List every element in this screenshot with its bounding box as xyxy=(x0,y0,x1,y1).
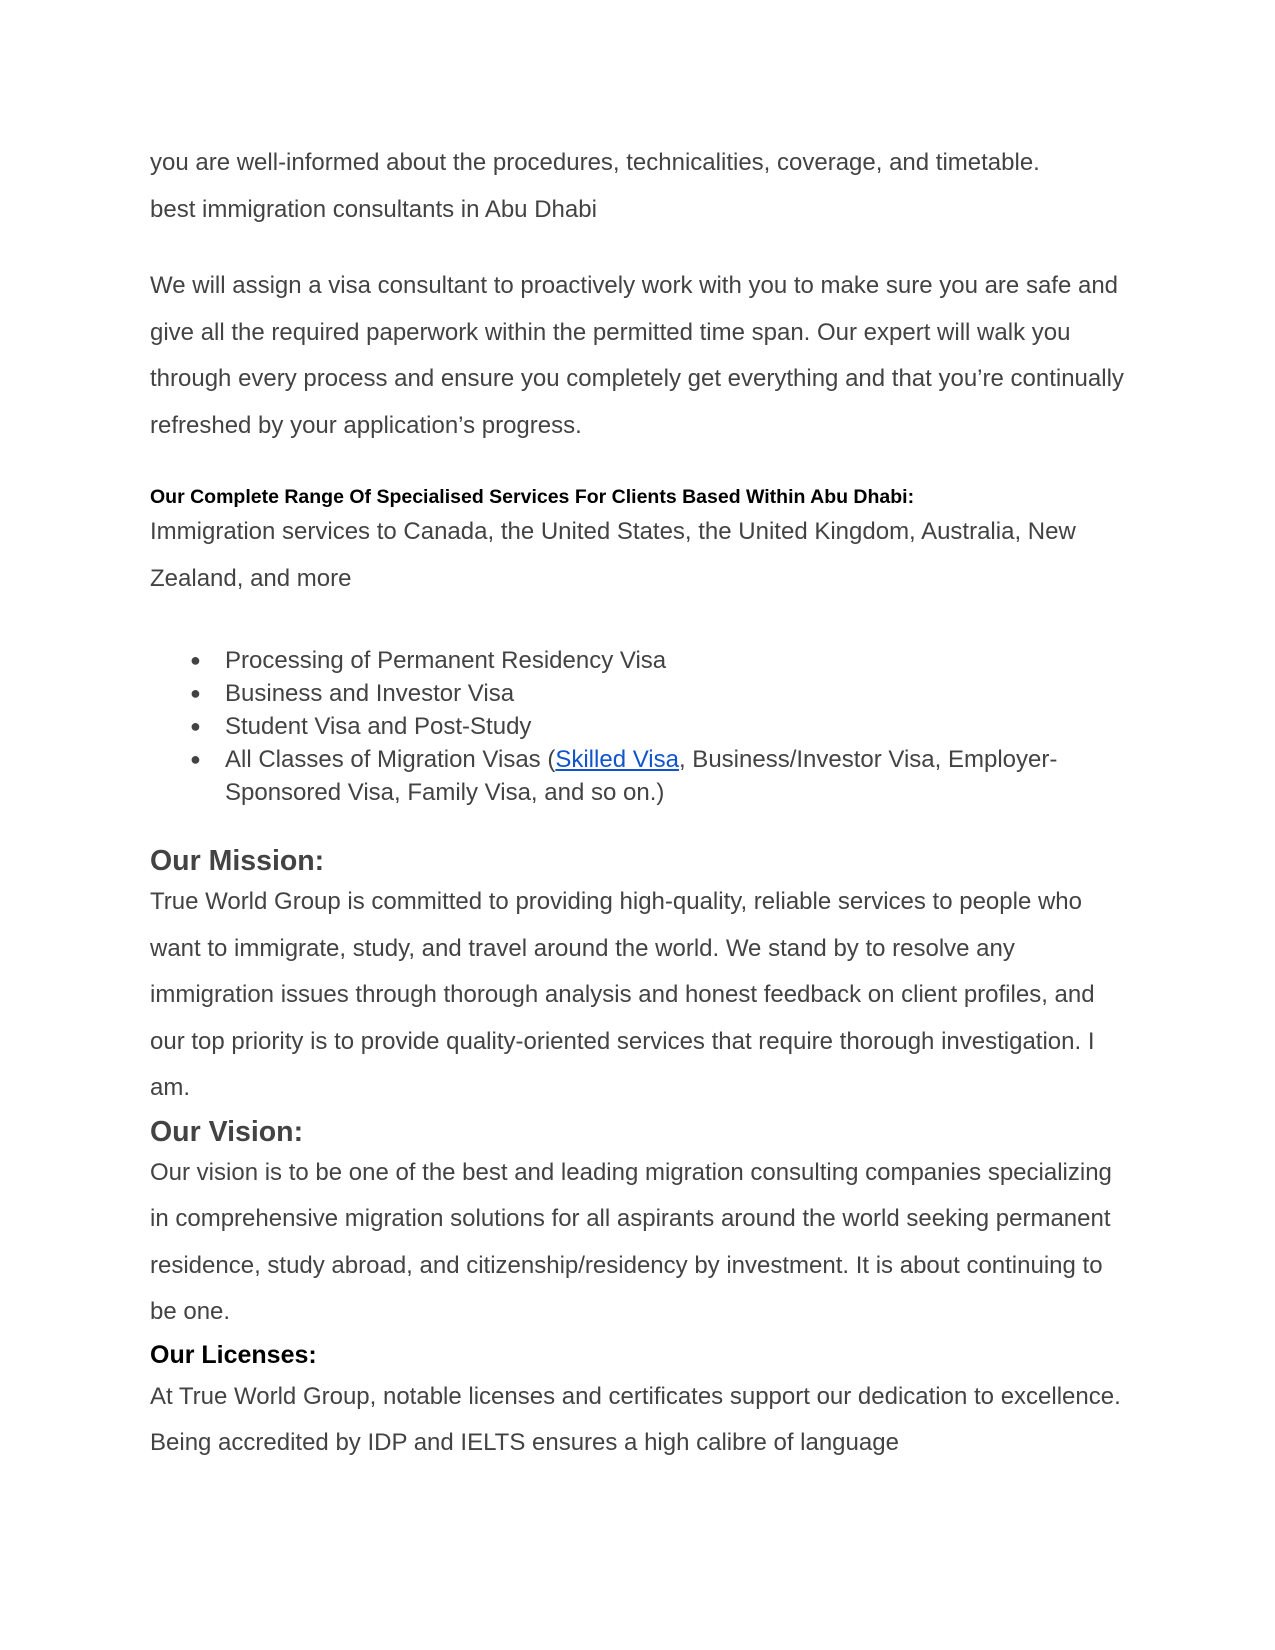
mission-heading: Our Mission: xyxy=(150,845,325,877)
list-item xyxy=(150,710,1130,743)
list-item xyxy=(150,644,1130,677)
list-item-suffix: , Business/Investor Visa, Employer-Sponsored Visa, Family Visa, and so on.) xyxy=(225,746,1058,806)
vision-text: Our vision is to be one of the best and leading migration consulting companies specializing in comprehensive migration solutions for all aspirants around the world seeking permanent residence, study abroad, and citizenship/residency by investment. It is about continuing to be one. xyxy=(150,1158,1112,1325)
list-item-label: Business and Investor Visa xyxy=(225,680,515,707)
mission-text: True World Group is committed to providing high-quality, reliable services to people who want to immigrate, study, and travel around the world. We stand by to resolve any immigration issues through thorough analysis and honest feedback on client profiles, and our top priority is to provide quality-oriented services that require thorough investigation. I am. xyxy=(150,888,1095,1101)
bullet-icon: ● xyxy=(190,683,201,703)
list-item-prefix: All Classes of Migration Visas ( xyxy=(225,746,556,773)
skilled-visa-link[interactable]: Skilled Visa xyxy=(555,746,679,773)
bullet-icon: ● xyxy=(190,749,201,769)
list-item-label: Processing of Permanent Residency Visa xyxy=(225,647,667,674)
intro-line: you are well-informed about the procedures, technicalities, coverage, and timetable. xyxy=(150,149,1040,176)
licenses-heading: Our Licenses: xyxy=(150,1340,317,1369)
list-item xyxy=(150,743,1130,809)
document-page xyxy=(150,140,1130,1467)
bullet-icon: ● xyxy=(190,716,201,736)
services-text: Immigration services to Canada, the United States, the United Kingdom, Australia, New Zealand, and more xyxy=(150,518,1076,592)
intro-keyword-line: best immigration consultants in Abu Dhabi xyxy=(150,195,597,223)
services-list xyxy=(150,644,1130,809)
vision-heading: Our Vision: xyxy=(150,1115,304,1148)
licenses-text: At True World Group, notable licenses and certificates support our dedication to excellence. Being accredited by IDP and IELTS ensures a high calibre of language xyxy=(150,1382,1121,1456)
list-item xyxy=(150,677,1130,710)
consultant-paragraph: We will assign a visa consultant to proactively work with you to make sure you are safe and give all the required paperwork within the permitted time span. Our expert will walk you through every process and ensure you completely get everything and that you’re continually refreshed by your application’s progress. xyxy=(150,272,1124,439)
services-heading: Our Complete Range Of Specialised Services For Clients Based Within Abu Dhabi: xyxy=(150,486,915,508)
list-item-label: Student Visa and Post-Study xyxy=(225,713,532,740)
bullet-icon: ● xyxy=(190,650,201,670)
